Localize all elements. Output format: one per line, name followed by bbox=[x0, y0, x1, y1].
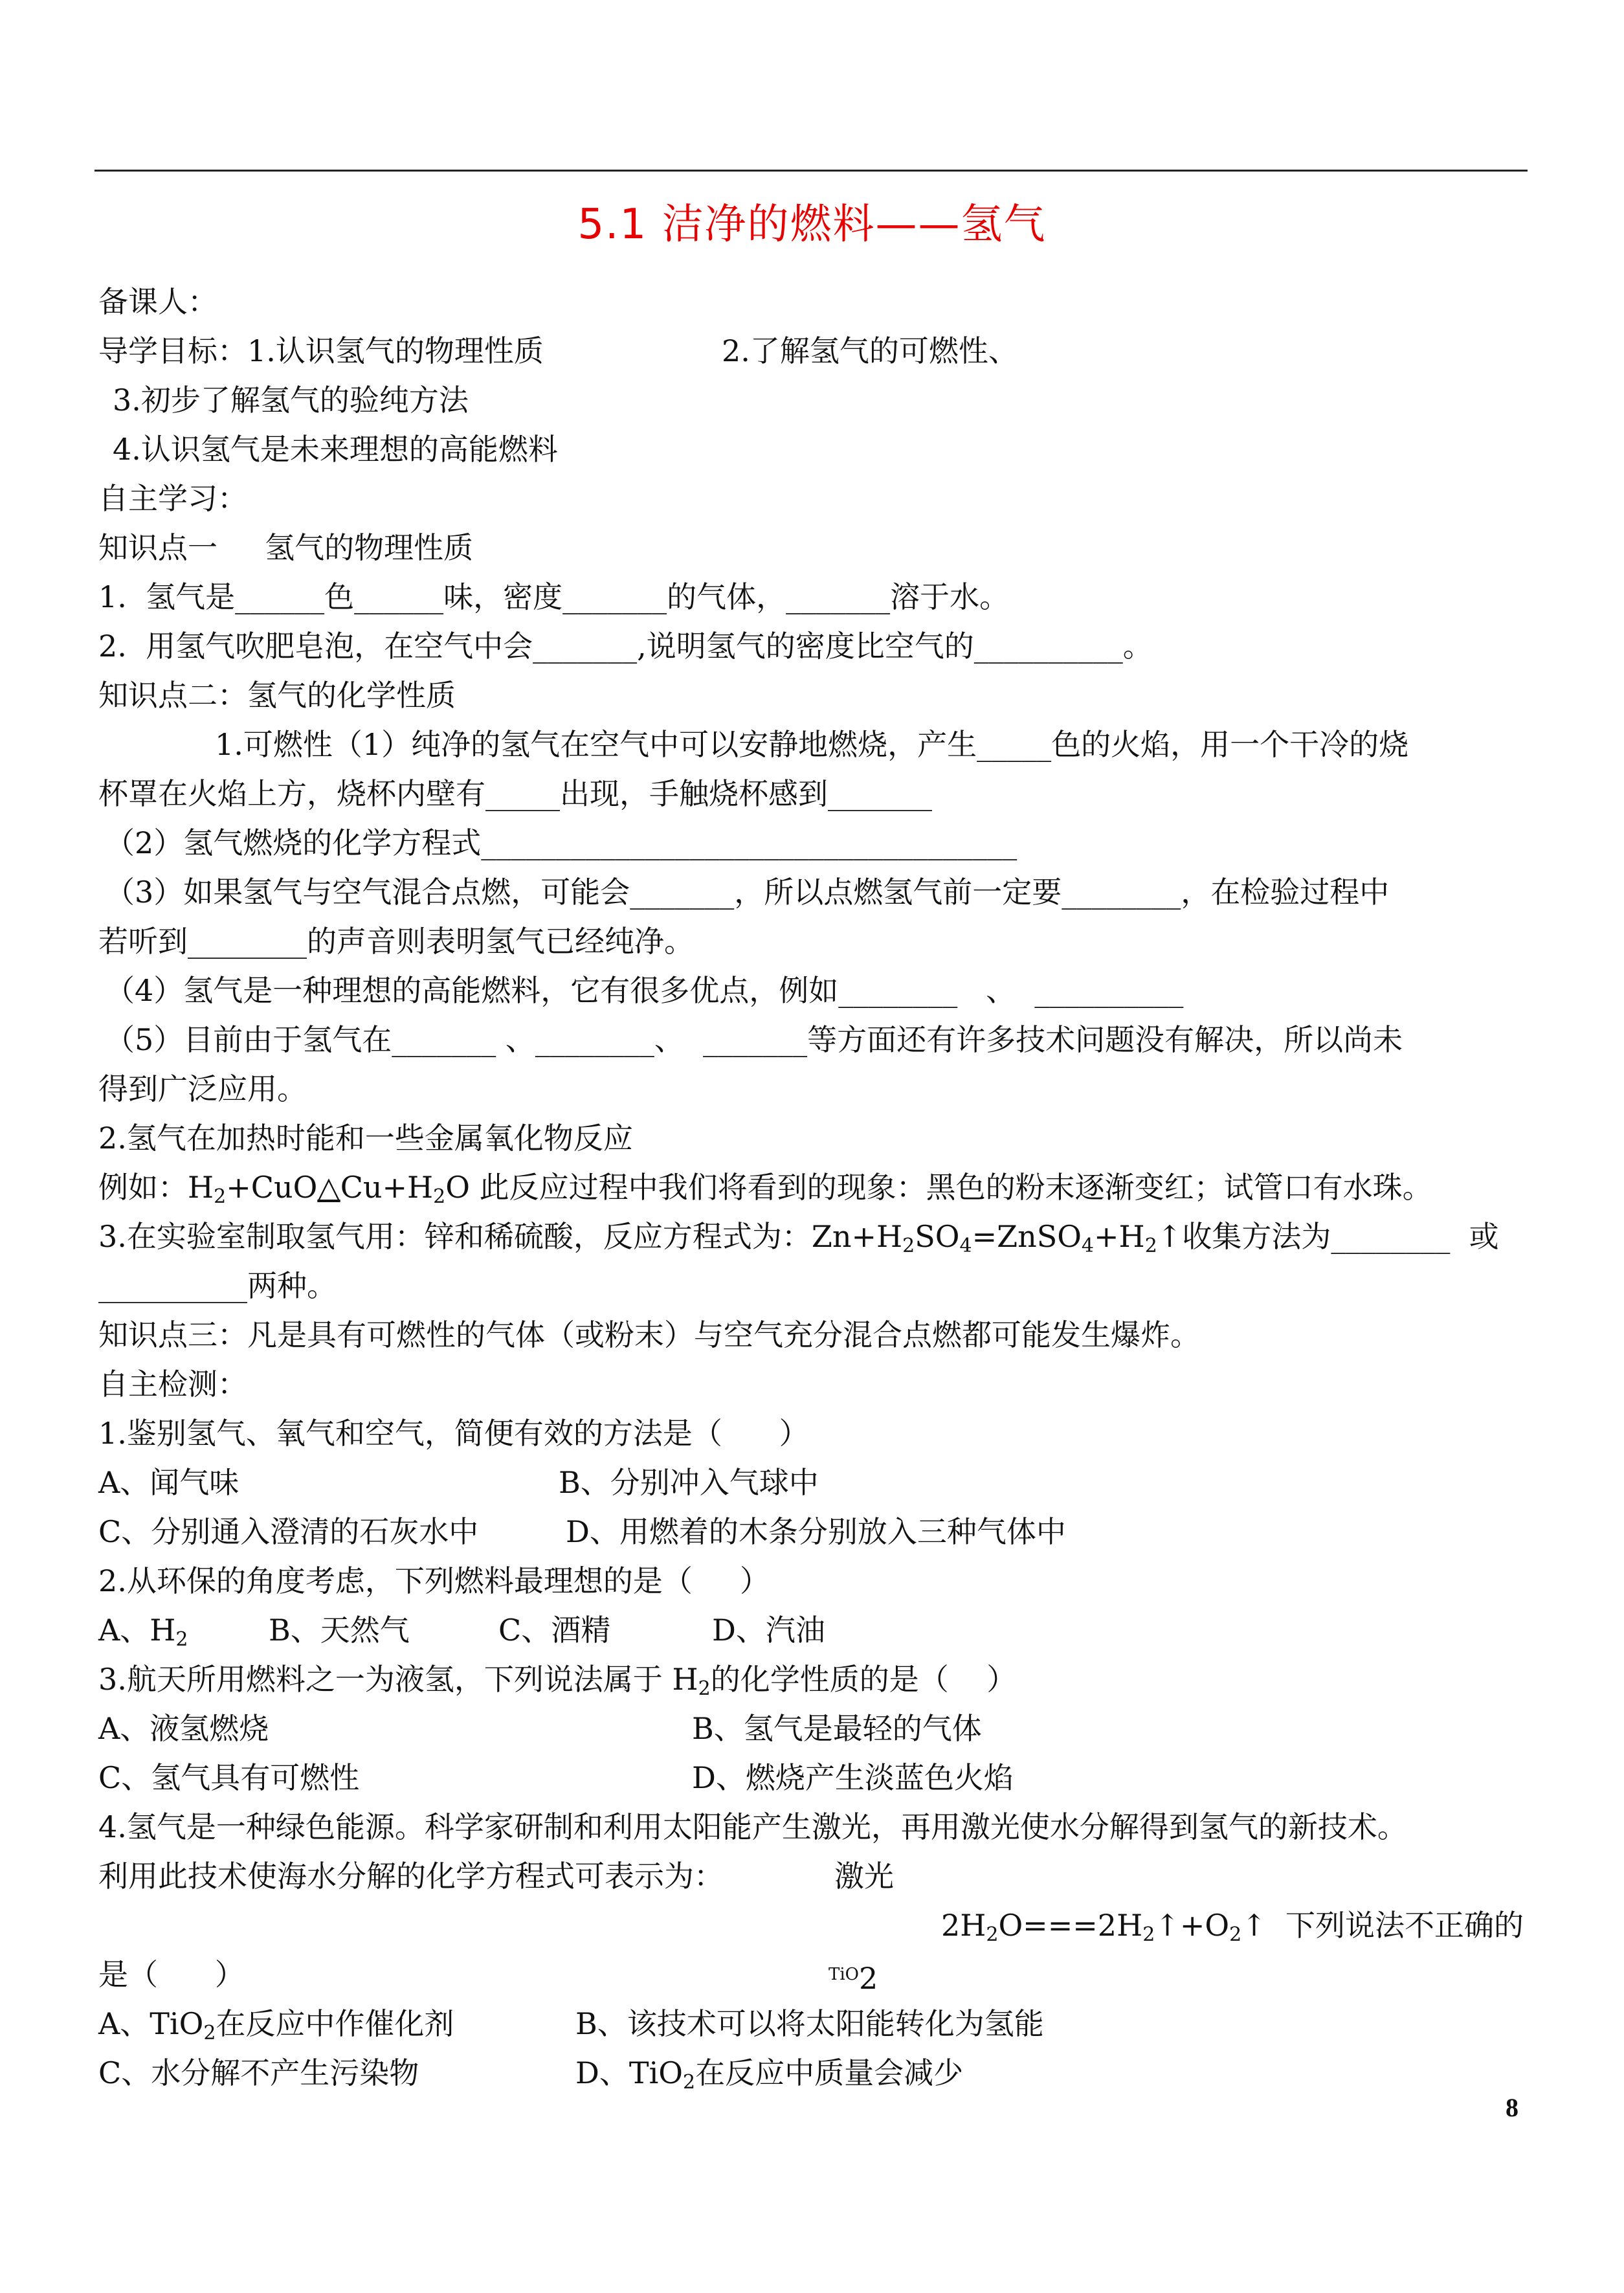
check-q4-ab bbox=[98, 1999, 1529, 2048]
q1-option-c: C、分别通入澄清的石灰水中 bbox=[98, 1514, 479, 1549]
check-q1-cd bbox=[98, 1507, 1529, 1556]
page-title: 5.1 洁净的燃料——氢气 bbox=[577, 201, 1047, 249]
r3-b: SO bbox=[915, 1219, 960, 1254]
r3-e: ↑收集方法为________ 或 bbox=[1157, 1219, 1499, 1254]
kp2-p4: （4）氢气是一种理想的高能燃料，它有很多优点，例如________ 、 __________ bbox=[105, 973, 1184, 1008]
q4-catalyst-label: 激光 bbox=[834, 1859, 894, 1894]
kp2-example bbox=[98, 1163, 1529, 1212]
page-number: 8 bbox=[1506, 2093, 1518, 2122]
q1-option-a: A、闻气味 bbox=[98, 1465, 239, 1500]
ex-sub-2: 2 bbox=[433, 1185, 446, 1208]
check-q3-ab bbox=[98, 1704, 1529, 1753]
kp1-question-1: 1. 氢气是______色______味，密度_______的气体，_______溶于水。 bbox=[98, 579, 1010, 614]
q4-option-c: C、水分解不产生污染物 bbox=[98, 2055, 419, 2090]
r3-sub-2: 4 bbox=[959, 1235, 972, 1257]
q2-option-b: B、天然气 bbox=[269, 1613, 410, 1648]
kp2-p2: （2）氢气燃烧的化学方程式____________________________________ bbox=[105, 825, 1018, 860]
q2-option-d: D、汽油 bbox=[712, 1613, 825, 1648]
kp3-line: 知识点三：凡是具有可燃性的气体（或粉末）与空气充分混合点燃都可能发生爆炸。 bbox=[98, 1317, 1200, 1352]
q3-option-c: C、氢气具有可燃性 bbox=[98, 1760, 360, 1795]
q3-option-b: B、氢气是最轻的气体 bbox=[692, 1711, 982, 1746]
kp2-r3 bbox=[98, 1212, 1529, 1261]
q1-option-b: B、分别冲入气球中 bbox=[559, 1465, 819, 1500]
goal-4: 4.认识氢气是未来理想的高能燃料 bbox=[113, 432, 558, 467]
q4-option-a: A、TiO$_2$在反应中作催化剂 bbox=[98, 2006, 454, 2044]
q3-option-a: A、液氢燃烧 bbox=[98, 1711, 269, 1746]
self-study-heading: 自主学习： bbox=[98, 481, 247, 516]
kp2-p3a: （3）如果氢气与空气混合点燃，可能会_______，所以点燃氢气前一定要________，在检验过程中 bbox=[105, 875, 1390, 910]
q4-option-b: B、该技术可以将太阳能转化为氢能 bbox=[575, 2006, 1044, 2041]
kp2-p1b: 杯罩在火焰上方，烧杯内壁有_____出现，手触烧杯感到_______ bbox=[98, 776, 932, 811]
goals-line-1 bbox=[98, 326, 1529, 375]
document-body bbox=[98, 277, 1529, 2097]
ex-mid-2: Cu+H bbox=[340, 1170, 434, 1205]
check-q2: 2.从环保的角度考虑，下列燃料最理想的是（ ） bbox=[98, 1563, 770, 1598]
kp2-r3-cont: __________两种。 bbox=[98, 1268, 337, 1303]
q3-b: 的化学性质的是（ ） bbox=[710, 1662, 1017, 1697]
r3-sub-3: 4 bbox=[1081, 1235, 1095, 1257]
check-q3-cd bbox=[98, 1753, 1529, 1802]
kp2-p3b: 若听到________的声音则表明氢气已经纯净。 bbox=[98, 924, 694, 959]
q3-a: 3.航天所用燃料之一为液氢，下列说法属于 H bbox=[98, 1662, 698, 1697]
goal-1: 导学目标：1.认识氢气的物理性质 bbox=[98, 333, 544, 368]
goal-3: 3.初步了解氢气的验纯方法 bbox=[113, 383, 469, 418]
check-q2-options bbox=[98, 1605, 1529, 1655]
q4-option-d: D、TiO$_2$在反应中质量会减少 bbox=[575, 2055, 964, 2094]
kp2-heading: 知识点二：氢气的化学性质 bbox=[98, 678, 456, 713]
check-q4-line-2 bbox=[98, 1851, 1529, 1901]
q2-option-a: A、$H_2$ bbox=[98, 1613, 188, 1651]
kp2-r2: 2.氢气在加热时能和一些金属氧化物反应 bbox=[98, 1121, 633, 1156]
q4-tio2-under: $^{TiO}$2 bbox=[829, 1961, 878, 1996]
kp1-heading: 知识点一 氢气的物理性质 bbox=[98, 530, 474, 565]
ex-mid-1: +CuO bbox=[226, 1170, 318, 1205]
ex-rest: O 此反应过程中我们将看到的现象：黑色的粉末逐渐变红；试管口有水珠。 bbox=[445, 1170, 1432, 1205]
q1-option-d: D、用燃着的木条分别放入三种气体中 bbox=[566, 1514, 1066, 1549]
ex-prefix: 例如：H bbox=[98, 1170, 214, 1205]
check-q3 bbox=[98, 1655, 1529, 1704]
kp2-p1a: 1.可燃性（1）纯净的氢气在空气中可以安静地燃烧，产生_____色的火焰，用一个干冷的烧 bbox=[215, 727, 1409, 762]
q4-lead: 利用此技术使海水分解的化学方程式可表示为： bbox=[98, 1859, 724, 1894]
kp1-question-2: 2. 用氢气吹肥皂泡，在空气中会_______,说明氢气的密度比空气的__________。 bbox=[98, 629, 1153, 664]
kp2-p5b: 得到广泛应用。 bbox=[98, 1071, 307, 1106]
check-heading: 自主检测： bbox=[98, 1367, 247, 1402]
r3-a: 3.在实验室制取氢气用：锌和稀硫酸，反应方程式为：Zn+H bbox=[98, 1219, 903, 1254]
preparer-line: 备课人： bbox=[98, 284, 217, 319]
goal-2: 2.了解氢气的可燃性、 bbox=[722, 333, 1018, 368]
check-q1-ab bbox=[98, 1458, 1529, 1507]
check-q4-tail bbox=[98, 1950, 1529, 1999]
q3-sub: 2 bbox=[698, 1677, 711, 1700]
ex-sub-1: 2 bbox=[214, 1185, 227, 1208]
q4-tail: 是（ ） bbox=[98, 1957, 245, 1992]
q2-option-c: C、酒精 bbox=[498, 1613, 611, 1648]
kp2-p5a: （5）目前由于氢气在_______ 、________、 _______等方面还有许多技术问题没有解决，所以尚未 bbox=[105, 1022, 1403, 1057]
delta-symbol: △ bbox=[317, 1170, 340, 1205]
r3-d: +H bbox=[1094, 1219, 1145, 1254]
header-rule bbox=[95, 170, 1528, 172]
r3-sub-1: 2 bbox=[902, 1235, 915, 1257]
q3-option-d: D、燃烧产生淡蓝色火焰 bbox=[692, 1760, 1014, 1795]
check-q4-equation: $2H_2O===2H_2↑+O_2↑$ 下列说法不正确的 bbox=[940, 1908, 1524, 1946]
check-q1: 1.鉴别氢气、氧气和空气，简便有效的方法是（ ） bbox=[98, 1416, 809, 1451]
r3-sub-4: 2 bbox=[1144, 1235, 1157, 1257]
check-q4-line-1: 4.氢气是一种绿色能源。科学家研制和利用太阳能产生激光，再用激光使水分解得到氢气的新技术。 bbox=[98, 1809, 1407, 1844]
r3-c: =ZnSO bbox=[972, 1219, 1082, 1254]
check-q4-cd bbox=[98, 2048, 1529, 2097]
